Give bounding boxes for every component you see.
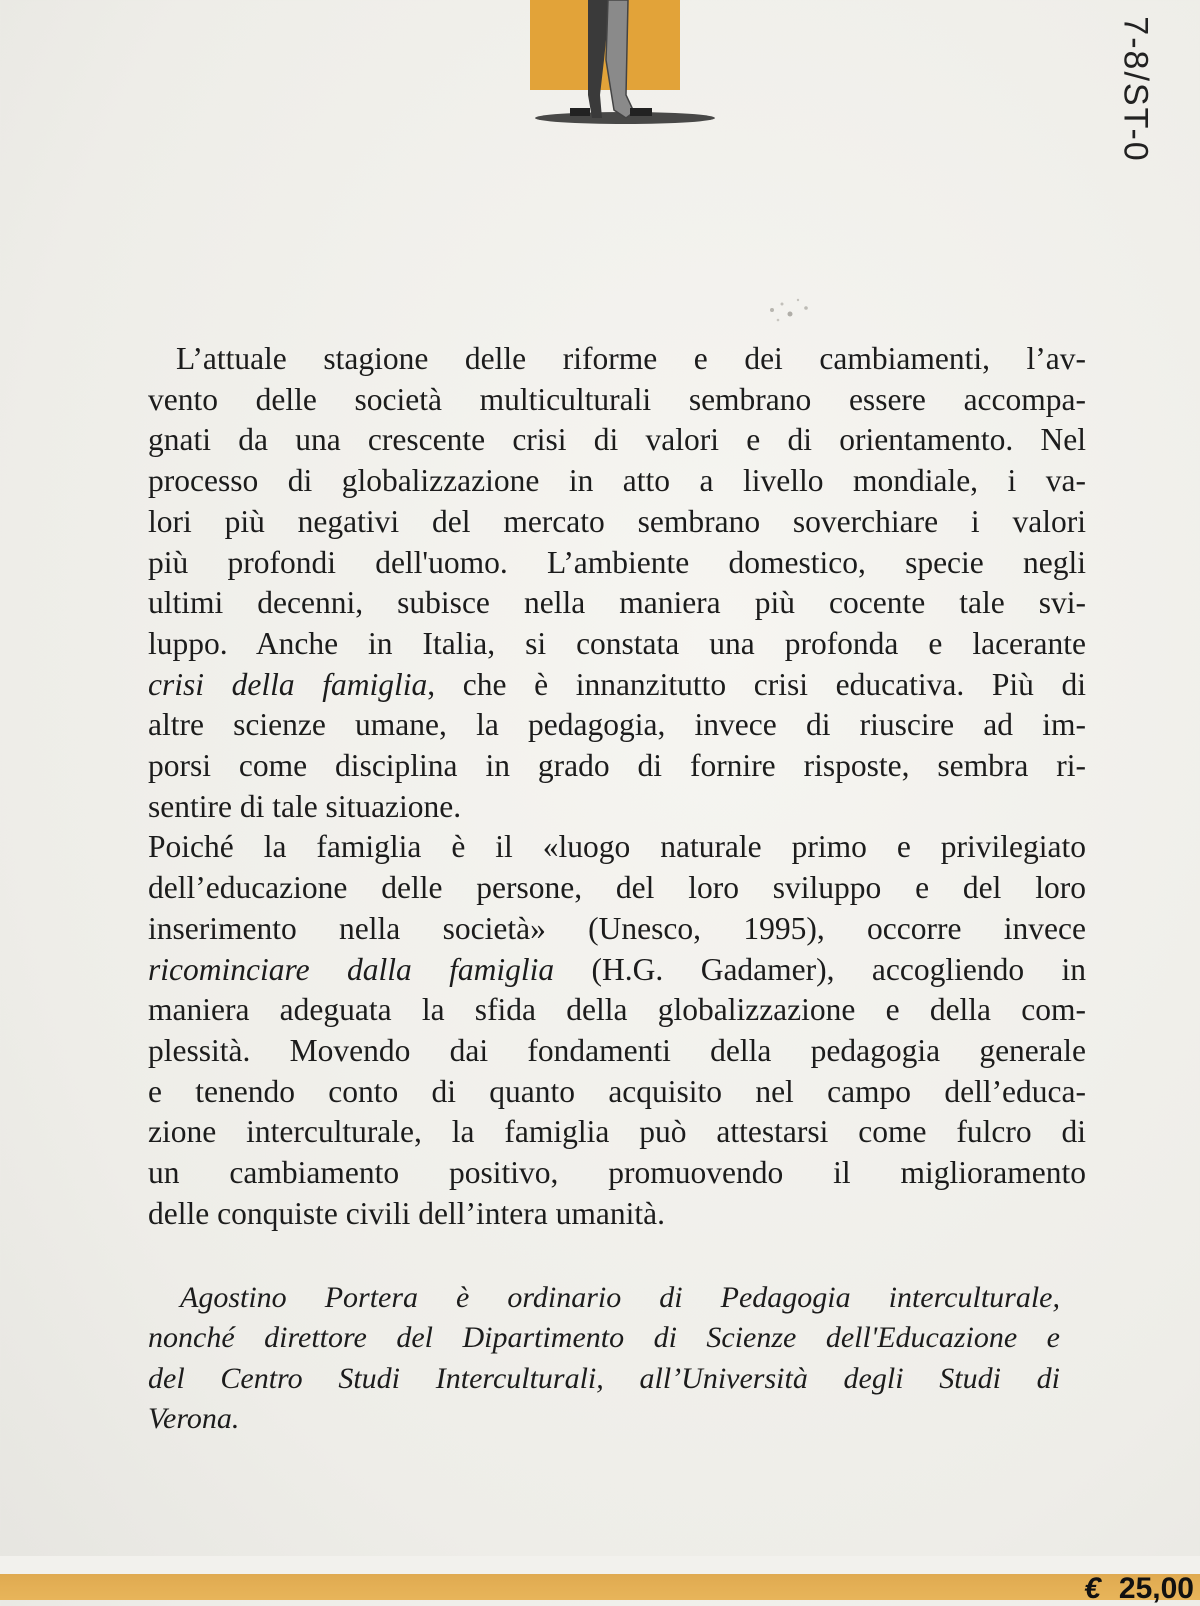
blurb-line: porsi come disciplina in grado di fornire risposte, sembra ri- <box>148 748 1086 784</box>
price-label <box>1084 1572 1194 1606</box>
blurb-line: L’attuale stagione delle riforme e dei cambiamenti, l’av- <box>176 341 1086 376</box>
blurb-line: altre scienze umane, la pedagogia, invece di riuscire ad im- <box>148 707 1086 743</box>
blurb-line: sentire di tale situazione. <box>148 788 462 824</box>
blurb-line: Poiché la famiglia è il «luogo naturale primo e privilegiato <box>148 829 1086 865</box>
blurb-line: luppo. Anche in Italia, si constata una profonda e lacerante <box>148 625 1086 661</box>
blurb-line: maniera adeguata la sfida della globalizzazione e della com- <box>148 992 1086 1028</box>
shoe-right <box>630 108 652 116</box>
author-bio-line: Agostino Portera è ordinario di Pedagogia interculturale, <box>180 1281 1060 1314</box>
author-bio <box>148 1278 1060 1439</box>
blurb-line: plessità. Movendo dai fondamenti della pedagogia generale <box>148 1032 1086 1068</box>
blurb-line: dell’educazione delle persone, del loro sviluppo e del loro <box>148 870 1086 906</box>
blurb-line: inserimento nella società» (Unesco, 1995), occorre invece <box>148 910 1086 946</box>
blurb-line <box>148 950 1086 991</box>
blurb-line: lori più negativi del mercato sembrano soverchiare i valori <box>148 503 1086 539</box>
blurb-line: processo di globalizzazione in atto a livello mondiale, i va- <box>148 463 1086 499</box>
blurb-line: e tenendo conto di quanto acquisito nel campo dell’educa- <box>148 1073 1086 1109</box>
blurb-line: un cambiamento positivo, promuovendo il miglioramento <box>148 1155 1086 1191</box>
paper-smudge <box>760 290 820 330</box>
author-bio-line: Verona. <box>148 1401 240 1435</box>
euro-symbol: € <box>1084 1572 1101 1605</box>
blurb-line: zione interculturale, la famiglia può attestarsi come fulcro di <box>148 1114 1086 1150</box>
back-cover-blurb <box>148 339 1086 1234</box>
two-figures-illustration <box>530 0 730 125</box>
blurb-line-rest: (H.G. Gadamer), accogliendo in <box>554 951 1087 987</box>
blurb-emphasis: ricominciare dalla famiglia <box>148 951 555 987</box>
bottom-color-band <box>0 1556 1200 1600</box>
blurb-emphasis: crisi della famiglia <box>148 666 428 702</box>
blurb-line <box>148 665 1086 706</box>
blurb-line: gnati da una crescente crisi di valori e di orientamento. Nel <box>148 422 1086 458</box>
spine-isbn-fragment: 7-8/ST-0 <box>1116 16 1155 163</box>
price-value: 25,00 <box>1118 1572 1194 1605</box>
author-bio-line: nonché direttore del Dipartimento di Scienze dell'Educazione e <box>148 1321 1060 1355</box>
band-strip <box>0 1556 1200 1574</box>
blurb-line-rest: , che è innanzitutto crisi educativa. Più di <box>427 666 1086 702</box>
blurb-line: vento delle società multiculturali sembrano essere accompa- <box>148 381 1086 417</box>
blurb-line: ultimi decenni, subisce nella maniera più cocente tale svi- <box>148 585 1086 621</box>
author-bio-line: del Centro Studi Interculturali, all’Università degli Studi di <box>148 1361 1060 1395</box>
shoe-left <box>570 108 590 116</box>
blurb-line: più profondi dell'uomo. L’ambiente domestico, specie negli <box>148 544 1086 580</box>
blurb-line: delle conquiste civili dell’intera umanità. <box>148 1195 665 1231</box>
